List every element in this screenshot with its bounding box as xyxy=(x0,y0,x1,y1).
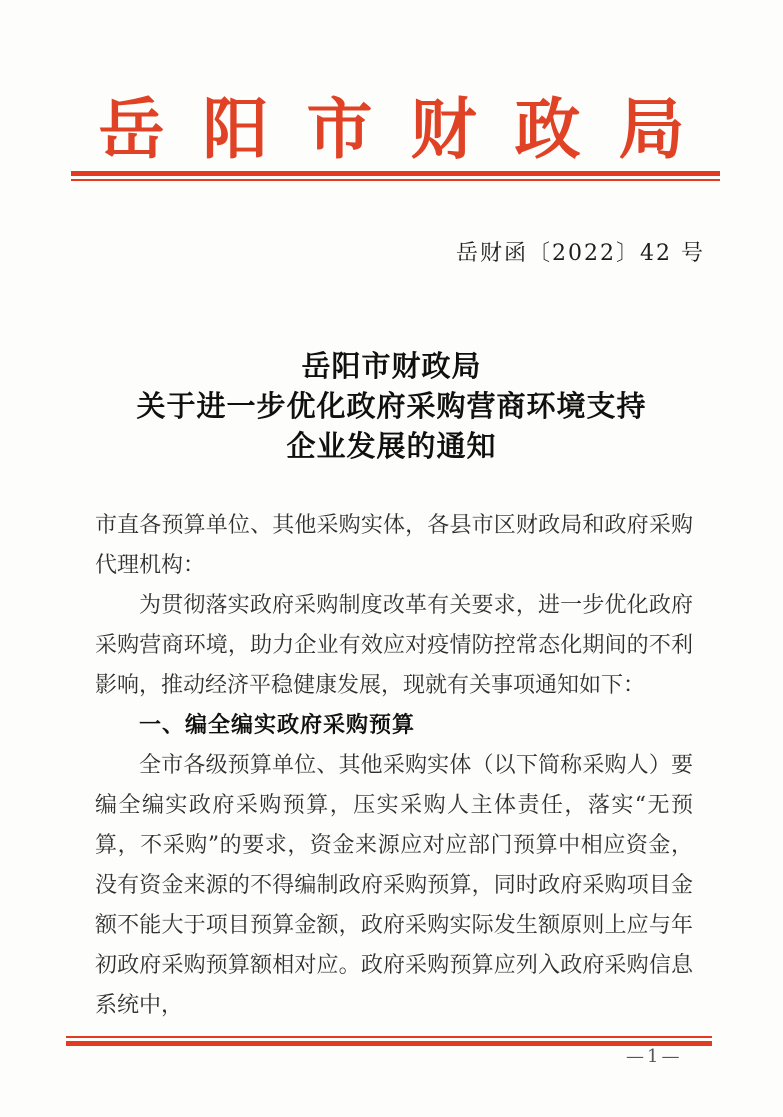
notice-title-line-3: 企业发展的通知 xyxy=(286,429,497,463)
notice-title-line-2: 关于进一步优化政府采购营商环境支持 xyxy=(136,389,647,423)
document-number: 岳财函〔2022〕42 号 xyxy=(456,241,705,266)
section-1-paragraph: 全市各级预算单位、其他采购实体（以下简称采购人）要编全编实政府采购预算，压实采购人主体责任，落实“无预算，不采购”的要求，资金来源应对应部门预算中相应资金，没有资金来源的不得编制政府采购预算，同时政府采购项目金额不能大于项目预算金额，政府采购实际发生额原则上应与年初政府采购预算额相对应。政府采购预算应列入政府采购信息系统中， xyxy=(95,753,693,1018)
salutation: 市直各预算单位、其他采购实体，各县市区财政局和政府采购代理机构： xyxy=(95,513,693,578)
footer-divider-thick-line xyxy=(66,1041,712,1046)
notice-title-line-1: 岳阳市财政局 xyxy=(301,349,482,383)
footer-divider xyxy=(66,1036,712,1046)
intro-paragraph: 为贯彻落实政府采购制度改革有关要求，进一步优化政府采购营商环境，助力企业有效应对疫情防控常态化期间的不利影响，推动经济平稳健康发展，现就有关事项通知如下： xyxy=(95,593,693,698)
page-number: —1— xyxy=(626,1046,683,1067)
notice-title xyxy=(0,346,783,466)
letterhead-org-name: 岳阳市财政局 xyxy=(98,90,723,168)
body-text xyxy=(95,506,693,1026)
section-1-heading: 一、编全编实政府采购预算 xyxy=(139,713,416,738)
letterhead-divider-thin-line xyxy=(71,179,720,181)
letterhead-divider xyxy=(71,171,720,181)
